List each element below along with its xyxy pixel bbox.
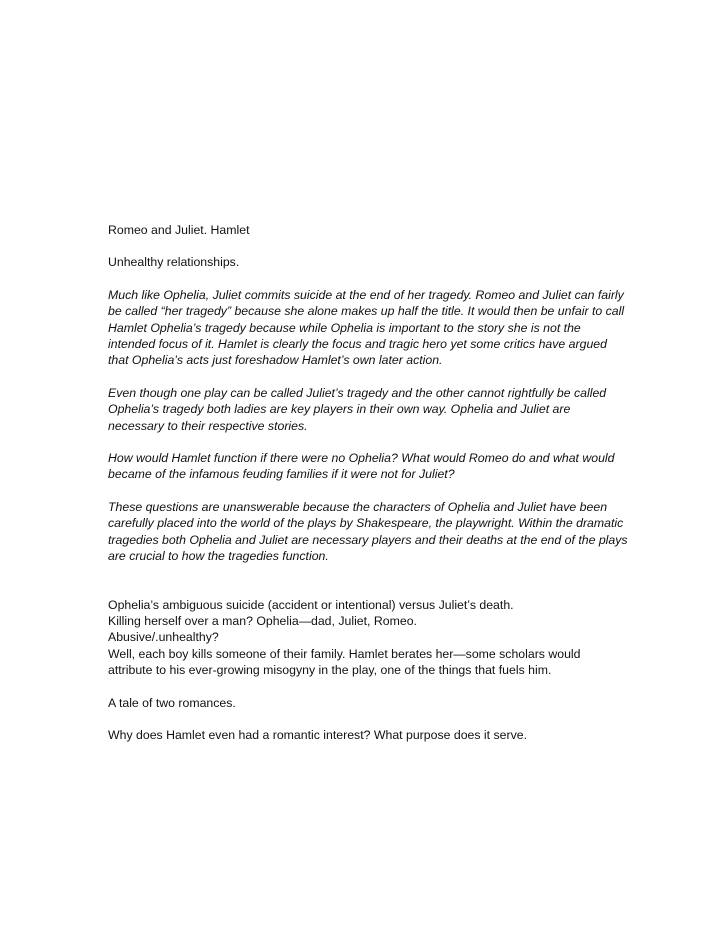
note-line-4: Well, each boy kills someone of their family. Hamlet berates her—some scholars would attribute to his ever-growing misogyny in the play, one of the things that fuels him. [108, 646, 581, 678]
italic-paragraph-2: Even though one play can be called Juliet’s tragedy and the other cannot rightfully be called Ophelia’s tragedy both ladies are key players in their own way. Ophelia and Juliet are necessary to their respective stories. [108, 385, 607, 433]
document-heading: Romeo and Juliet. Hamlet [108, 223, 250, 237]
document-subheading: Unhealthy relationships. [108, 255, 240, 270]
closing-line-2: Why does Hamlet even had a romantic interest? What purpose does it serve. [108, 727, 527, 742]
italic-paragraph-1: Much like Ophelia, Juliet commits suicide at the end of her tragedy. Romeo and Juliet can fairly be called “her tragedy” because she alone makes up half the title. It would then be unfair to call Hamlet Ophelia’s tragedy because while Ophelia is important to the story she is not the intended focus of it. Hamlet is clearly the focus and tragic hero yet some critics have argued that Ophelia’s acts just foreshadow Hamlet’s own later action. [108, 287, 625, 368]
note-line-3: Abusive/.unhealthy? [108, 630, 219, 645]
closing-line-1: A tale of two romances. [108, 695, 236, 710]
note-line-1: Ophelia’s ambiguous suicide (accident or intentional) versus Juliet’s death. [108, 597, 514, 612]
italic-paragraph-4: These questions are unanswerable because the characters of Ophelia and Juliet have been carefully placed into the world of the plays by Shakespeare, the playwright. Within the dramatic tragedies both Ophelia and Juliet are necessary players and their deaths at the end of the plays are crucial to how the tragedies function. [108, 499, 628, 564]
document-body [108, 222, 628, 743]
italic-paragraph-3: How would Hamlet function if there were no Ophelia? What would Romeo do and what would became of the infamous feuding families if it were not for Juliet? [108, 451, 615, 482]
note-line-2: Killing herself over a man? Ophelia—dad, Juliet, Romeo. [108, 613, 417, 628]
